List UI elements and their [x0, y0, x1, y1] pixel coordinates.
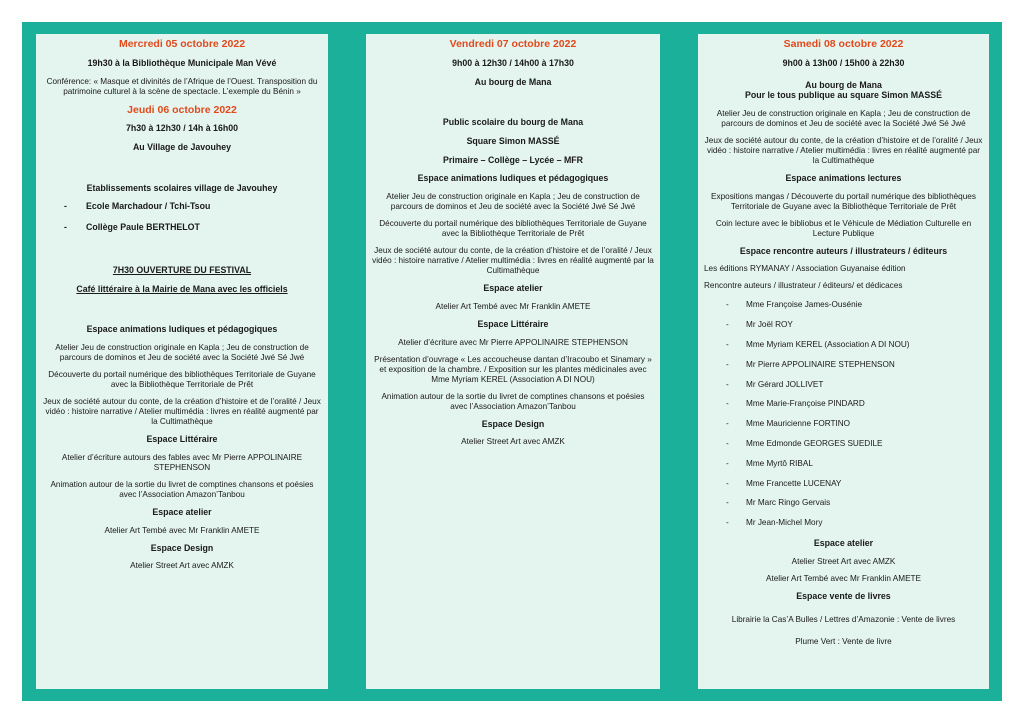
place: Au bourg de Mana	[474, 76, 552, 87]
public: Public scolaire du bourg de Mana	[442, 117, 584, 128]
section-heading: Espace animations ludiques et pédagogiques	[417, 173, 609, 184]
cafe-litteraire: Café littéraire à la Mairie de Mana avec les officiels	[76, 283, 288, 294]
activity-text: Découverte du portail numérique des bibliothèques Territoriale de Guyane avec la Bibliothèque Territoriale de Prêt	[379, 219, 647, 239]
section-heading: Espace Littéraire	[146, 434, 218, 445]
section-heading: Espace rencontre auteurs / illustrateurs / éditeurs	[739, 245, 948, 256]
activity-text: Jeux de société autour du conte, de la création d’histoire et de l’oralité / Jeux vidéo : histoire narrative / Atelier multimédia : livres en réalité augmenté par la Cultimathèque	[372, 246, 654, 276]
program-frame	[22, 22, 1002, 701]
list-item: - Mr Pierre APPOLINAIRE STEPHENSON	[726, 359, 895, 369]
activity-text: Plume Vert : Vente de livre	[795, 637, 892, 647]
activity-text: Jeux de société autour du conte, de la création d’histoire et de l’oralité / Jeux vidéo : histoire narrative / Atelier multimédia : livres en réalité augmenté par la Cultimathèque	[704, 135, 983, 165]
conference-text: Conférence: « Masque et divinités de l’Afrique de l’Ouest. Transposition du patrimoine culturel à la scène de spectacle. L’exemple du Bénin »	[46, 76, 318, 96]
hours: 7h30 à 12h30 / 14h à 16h00	[126, 123, 238, 134]
activity-text: Atelier Art Tembé avec Mr Franklin AMETE	[104, 525, 260, 535]
list-item: - Mme Mauricienne FORTINO	[726, 419, 851, 429]
activity-text: Atelier Jeu de construction originale en Kapla ; Jeu de construction de parcours de dominos et Jeu de société avec la Société Jwé Sé Jwé	[386, 192, 640, 212]
levels: Primaire – Collège – Lycée – MFR	[443, 154, 583, 165]
activity-text: Atelier Art Tembé avec Mr Franklin AMETE	[435, 301, 591, 311]
list-item: - Mr Joël ROY	[726, 320, 793, 330]
date-heading: Mercredi 05 octobre 2022	[118, 38, 246, 50]
list-item: - Mr Gérard JOLLIVET	[726, 379, 824, 389]
activity-text: Atelier Jeu de construction originale en Kapla ; Jeu de construction de parcours de dominos et Jeu de société avec la Société Jwé Sé Jwé	[55, 343, 309, 363]
list-item: - Ecole Marchadour / Tchi-Tsou	[64, 201, 211, 212]
list-item: - Mme Myrtô RIBAL	[726, 458, 813, 468]
place: Au bourg de Mana	[805, 79, 882, 90]
activity-text: Animation autour de la sortie du livret de comptines chansons et poésies avec l’Association Amazon’Tanbou	[381, 391, 645, 411]
section-heading: Espace Design	[150, 542, 214, 553]
list-item: - Mme Francette LUCENAY	[726, 478, 842, 488]
list-item: - Mr Marc Ringo Gervais	[726, 498, 831, 508]
list-item: - Mme Edmonde GEORGES SUEDILE	[726, 438, 883, 448]
activity-text: Atelier d’écriture avec Mr Pierre APPOLINAIRE STEPHENSON	[398, 337, 628, 347]
activity-text: Atelier Street Art avec AMZK	[461, 437, 565, 447]
activity-text: Atelier Jeu de construction originale en Kapla ; Jeu de construction de parcours de dominos et Jeu de société avec la Société Jwé Sé Jwé	[716, 108, 971, 128]
column-friday	[366, 34, 660, 689]
activity-text: Jeux de société autour du conte, de la création d’histoire et de l’oralité / Jeux vidéo : histoire narrative / Atelier multimédia : livres en réalité augmenté par la Cultimathèque	[43, 397, 321, 427]
activity-text: Expositions mangas / Découverte du portail numérique des bibliothèques Territoriale de Guyane avec la Bibliothèque Territoriale de Prêt	[711, 191, 976, 211]
activity-text: Librairie la Cas’A Bulles / Lettres d’Amazonie : Vente de livres	[731, 615, 956, 625]
event-time-place: 19h30 à la Bibliothèque Municipale Man Vévé	[87, 57, 277, 68]
schools-title: Etablissements scolaires village de Javouhey	[86, 182, 278, 193]
activity-text: Découverte du portail numérique des bibliothèques Territoriale de Guyane avec la Bibliothèque Territoriale de Prêt	[48, 370, 316, 390]
section-heading: Espace atelier	[483, 283, 543, 294]
date-heading: Samedi 08 octobre 2022	[783, 38, 904, 50]
festival-opening: 7H30 OUVERTURE DU FESTIVAL	[112, 264, 252, 275]
hours: 9h00 à 12h30 / 14h00 à 17h30	[452, 57, 574, 68]
list-item: - Collège Paule BERTHELOT	[64, 222, 200, 233]
activity-text: Animation autour de la sortie du livret de comptines chansons et poésies avec l’Association Amazon’Tanbou	[50, 479, 314, 499]
activity-text: Les éditions RYMANAY / Association Guyanaise édition	[704, 264, 906, 274]
date-heading: Vendredi 07 octobre 2022	[449, 38, 577, 50]
activity-text: Coin lecture avec le bibliobus et le Véhicule de Médiation Culturelle en Lecture Publique	[715, 218, 972, 238]
activity-text: Atelier d’écriture autours des fables avec Mr Pierre APPOLINAIRE STEPHENSON	[61, 452, 303, 472]
section-heading: Espace animations ludiques et pédagogiques	[86, 324, 278, 335]
public: Pour le tous publique au square Simon MASSÉ	[745, 90, 942, 101]
section-heading: Espace Littéraire	[477, 318, 549, 329]
activity-text: Rencontre auteurs / illustrateur / éditeurs/ et dédicaces	[704, 281, 903, 291]
list-item: - Mme Françoise James-Ousénie	[726, 300, 863, 310]
section-heading: Espace vente de livres	[796, 590, 891, 601]
list-item: - Mr Jean-Michel Mory	[726, 518, 823, 528]
column-wednesday-thursday	[36, 34, 328, 689]
square: Square Simon MASSÉ	[466, 135, 560, 146]
list-item: - Mme Myriam KEREL (Association A DI NOU)	[726, 339, 910, 349]
section-heading: Espace atelier	[813, 537, 874, 548]
column-saturday	[698, 34, 989, 689]
activity-text: Atelier Street Art avec AMZK	[130, 561, 234, 571]
list-item: - Mme Marie-Françoise PINDARD	[726, 399, 865, 409]
date-heading: Jeudi 06 octobre 2022	[127, 103, 237, 116]
place: Au Village de Javouhey	[132, 142, 232, 153]
section-heading: Espace animations lectures	[785, 172, 902, 183]
activity-text: Atelier Art Tembé avec Mr Franklin AMETE	[765, 573, 921, 583]
section-heading: Espace atelier	[152, 506, 212, 517]
activity-text: Présentation d’ouvrage « Les accoucheuse dantan d’Iracoubo et Sinamary » et exposition de la chambre. / Exposition sur les plantes médicinales avec Mme Myriam KEREL (Association A DI NOU)	[374, 354, 652, 384]
hours: 9h00 à 13h00 / 15h00 à 22h30	[782, 57, 905, 68]
section-heading: Espace Design	[481, 418, 545, 429]
activity-text: Atelier Street Art avec AMZK	[791, 556, 896, 566]
